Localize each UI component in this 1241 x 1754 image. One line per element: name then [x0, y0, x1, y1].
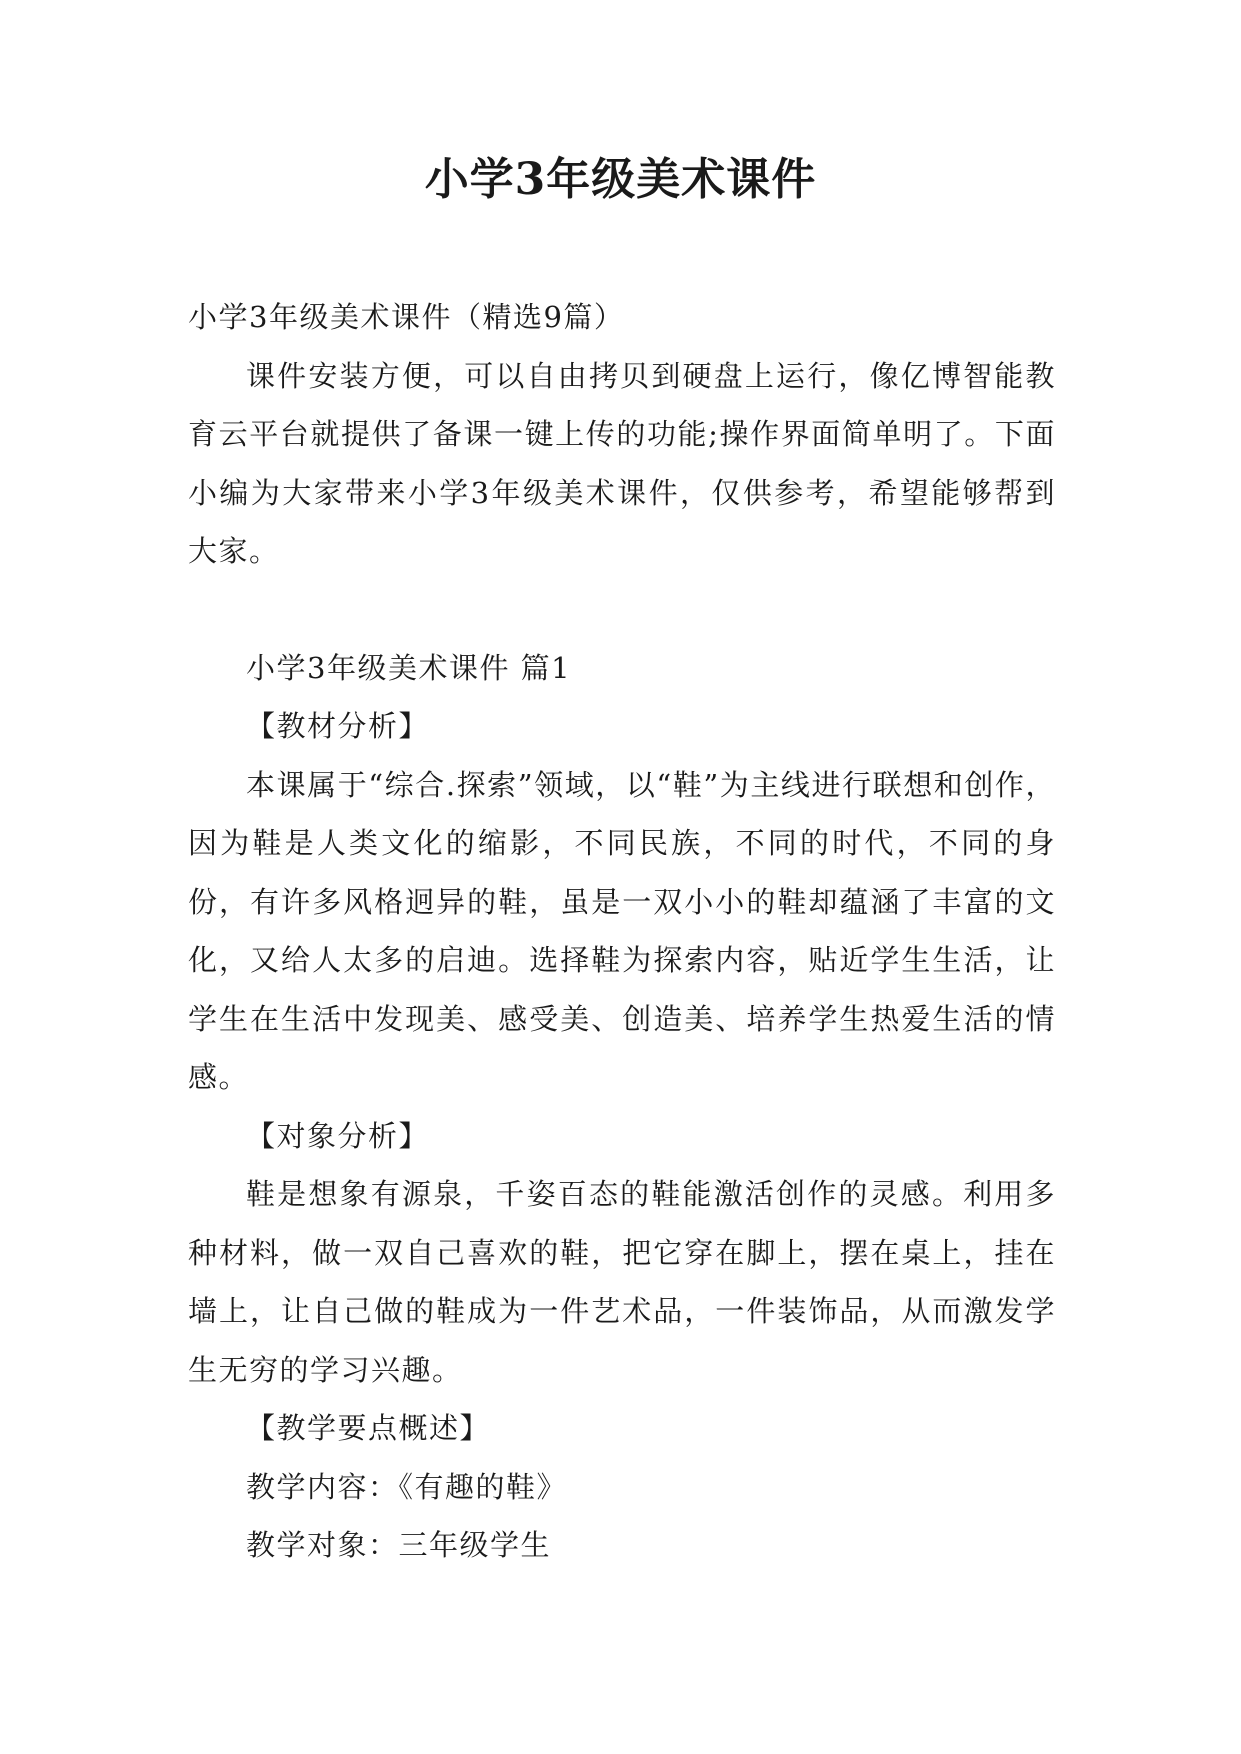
textbook-analysis-heading: 【教材分析】: [246, 709, 430, 743]
section-heading: 小学3年级美术课件 篇1: [246, 650, 572, 685]
intro-paragraph: 课件安装方便，可以自由拷贝到硬盘上运行，像亿博智能教育云平台就提供了备课一键上传的功能;操作界面简单明了。下面小编为大家带来小学3年级美术课件，仅供参考，希望能够帮到大家。: [188, 358, 1056, 568]
textbook-analysis-paragraph: 本课属于“综合.探索”领域，以“鞋”为主线进行联想和创作，因为鞋是人类文化的缩影，不同民族，不同的时代，不同的身份，有许多风格迥异的鞋，虽是一双小小的鞋却蕴涵了丰富的文化，又给人太多的启迪。选择鞋为探索内容，贴近学生生活，让学生在生活中发现美、感受美、创造美、培养学生热爱生活的情感。: [188, 767, 1056, 1094]
document-subtitle: 小学3年级美术课件（精选9篇）: [188, 300, 625, 334]
object-analysis-paragraph: 鞋是想象有源泉，千姿百态的鞋能激活创作的灵感。利用多种材料，做一双自己喜欢的鞋，把它穿在脚上，摆在桌上，挂在墙上，让自己做的鞋成为一件艺术品，一件装饰品，从而激发学生无穷的学习兴趣。: [188, 1177, 1056, 1387]
document-body: [188, 288, 1056, 1575]
teaching-overview-heading: 【教学要点概述】: [246, 1411, 491, 1445]
paragraph-spacer: [188, 581, 1056, 639]
teaching-content-line: 教学内容：《有趣的鞋》: [246, 1469, 568, 1504]
object-analysis-heading: 【对象分析】: [246, 1118, 430, 1153]
document-title: 小学3年级美术课件: [424, 154, 817, 205]
teaching-object-line: 教学对象：三年级学生: [246, 1528, 552, 1562]
